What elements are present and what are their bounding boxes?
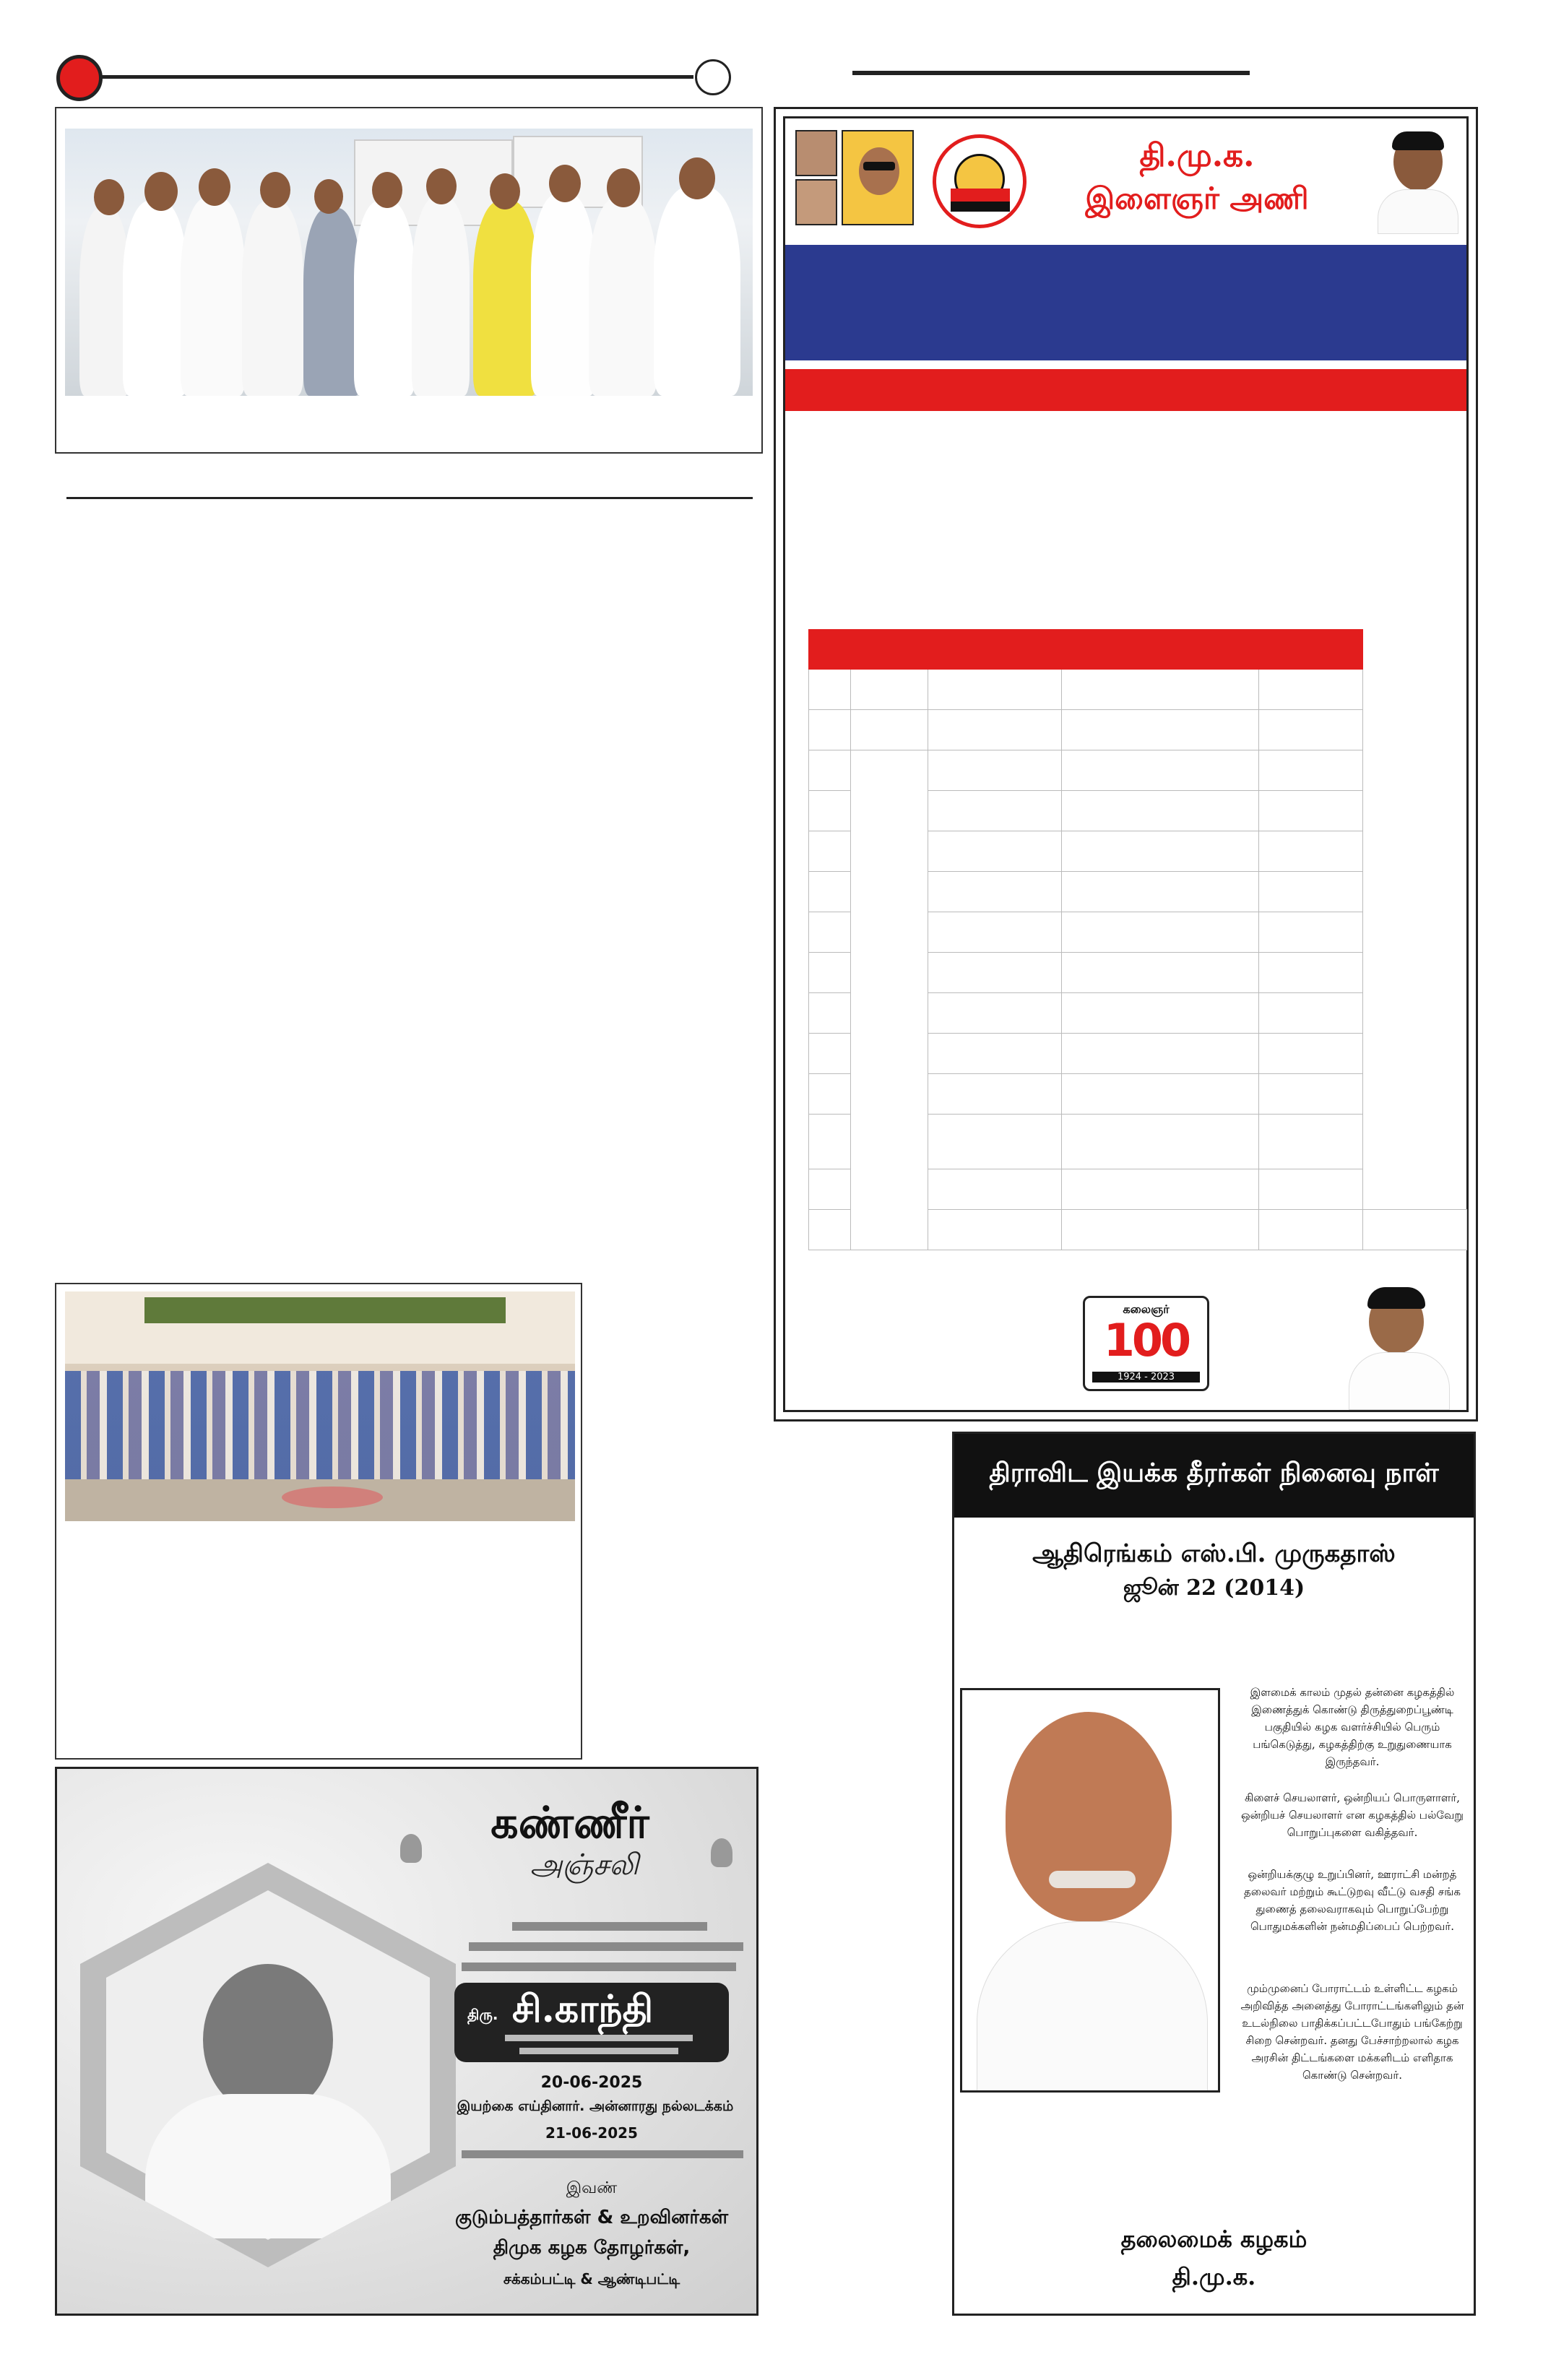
leader-portrait-bottom (1341, 1280, 1457, 1410)
name-plate (454, 1983, 729, 2062)
intro-line-1 (512, 1922, 707, 1931)
from-label: இவண் (566, 2179, 618, 2197)
dmk-rising-sun-logo (933, 134, 1026, 228)
date-2: 21-06-2025 (545, 2124, 638, 2142)
centenary-label: கலைஞர் (1123, 1302, 1170, 1316)
schedule-table (808, 629, 1467, 1250)
from-family: குடும்பத்தார்கள் & உறவினர்கள் (454, 2207, 729, 2228)
page-marker-circle (56, 55, 103, 101)
leader-portrait-1 (795, 130, 837, 176)
event-photo-frame (55, 107, 763, 454)
centenary-number: 100 (1103, 1314, 1189, 1367)
memorial-bio-4: மும்முனைப் போராட்டம் உள்ளிட்ட கழகம் அறிவித்த அனைத்து போராட்டங்களிலும் தன் உடல்நிலை பாதிக்கப்பட்டபோதும் பங்கேற்று சிறை சென்றவர். தனது பேச்சாற்றலால் கழக அரசின் திட்டங்களை மக்களிடம் எளிதாக கொண்டு சென்றவர். (1240, 1982, 1464, 2082)
name-honorific: திரு. (467, 2006, 498, 2023)
kalaignar-100-logo (1083, 1296, 1209, 1391)
lamp-icon-left (400, 1834, 422, 1863)
wing-name: இளைஞர் அணி (1085, 181, 1309, 216)
table-header-row (809, 630, 1467, 670)
condolence-ad (55, 1767, 758, 2316)
leader-portrait-main (842, 130, 914, 225)
condolence-subtitle: அஞ்சலி (530, 1848, 639, 1882)
dmk-youth-wing-ad (774, 107, 1478, 1421)
lamp-icon-right (711, 1838, 732, 1867)
centenary-years: 1924 - 2023 (1092, 1372, 1200, 1382)
table-row (809, 750, 1467, 791)
article-rule-left (66, 497, 753, 499)
intro-line-2 (469, 1942, 743, 1951)
memorial-footer-1: தலைமைக் கழகம் (1120, 2225, 1308, 2253)
memorial-portrait (960, 1688, 1220, 2093)
party-emblem-icon (695, 59, 731, 95)
memorial-date: ஜூன் 22 (2014) (1123, 1575, 1305, 1601)
memorial-bio-3: ஒன்றியக்குழு உறுப்பினர், ஊராட்சி மன்றத் தலைவர் மற்றும் கூட்டுறவு வீட்டு வசதி சங்க துணைத் தலைவராகவும் பொறுப்பேற்று பொதுமக்களின் நன்மதிப்பைப் பெற்றவர். (1244, 1868, 1461, 1933)
from-party: திமுக கழக தோழர்கள், (493, 2237, 691, 2259)
masthead-rule-right (852, 71, 1250, 75)
table-header-cell (1062, 630, 1259, 670)
memorial-banner-text: திராவிட இயக்க தீரர்கள் நினைவு நாள் (989, 1458, 1439, 1488)
leader-portrait-right (1370, 126, 1464, 234)
role-line-1 (505, 2035, 693, 2041)
table-header-cell (1259, 630, 1363, 670)
memorial-bio-1: இளமைக் காலம் முதல் தன்னை கழகத்தில் இணைத்துக் கொண்டு திருத்துறைப்பூண்டி பகுதியில் கழக வளர்ச்சியில் பெரும் பங்கெடுத்து, கழகத்திற்கு உறுதுணையாக இருந்தவர். (1250, 1686, 1455, 1768)
memorial-name: ஆதிரெங்கம் எஸ்.பி. முருகதாஸ் (1032, 1539, 1396, 1568)
table-header-cell (809, 630, 851, 670)
red-band (785, 369, 1466, 411)
deceased-name: சி.காந்தி (512, 1987, 654, 2031)
condolence-title: கண்ணீர் (490, 1798, 649, 1848)
role-line-2 (519, 2048, 678, 2054)
blue-band (785, 245, 1466, 360)
table-row (809, 710, 1467, 750)
masthead-rule (101, 75, 693, 79)
notice-line (462, 2150, 743, 2158)
memorial-notice (952, 1432, 1476, 2316)
nature-line: இயற்கை எய்தினார். அன்னாரது நல்லடக்கம் (457, 2098, 734, 2114)
deceased-portrait (203, 1964, 333, 2116)
school-photo-frame (55, 1283, 582, 1760)
white-stripe (785, 360, 1466, 369)
dmk-ad-inner (783, 116, 1469, 1412)
memorial-bio-2: கிளைச் செயலாளர், ஒன்றியப் பொருளாளர், ஒன்றியச் செயலாளர் என கழகத்தில் பல்வேறு பொறுப்புகளை வகித்தவர். (1241, 1791, 1464, 1839)
group-photo-dignitaries (65, 129, 753, 396)
memorial-footer-2: தி.மு.க. (1172, 2263, 1256, 2290)
leader-portrait-2 (795, 179, 837, 225)
table-header-cell (851, 630, 928, 670)
place: சக்கம்பட்டி & ஆண்டிபட்டி (503, 2270, 680, 2288)
memorial-banner (954, 1434, 1474, 1518)
party-name: தி.மு.க. (1139, 137, 1255, 174)
intro-line-3 (462, 1963, 736, 1971)
table-header-cell (928, 630, 1062, 670)
group-photo-students (65, 1291, 575, 1521)
date-1: 20-06-2025 (540, 2074, 643, 2092)
table-row (809, 670, 1467, 710)
